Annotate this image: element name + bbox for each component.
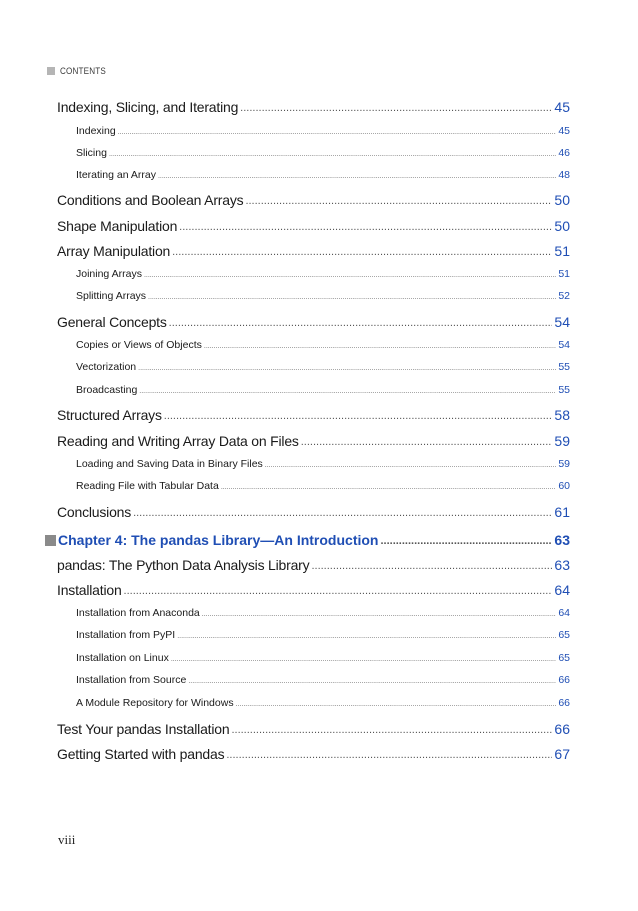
chapter-title-text: Chapter 4: The pandas Library—An Introduction — [58, 532, 379, 548]
toc-entry-page: 48 — [558, 169, 570, 181]
toc-entry-page: 50 — [554, 218, 570, 234]
toc-entry-page: 55 — [558, 361, 570, 373]
leader-dots — [118, 128, 557, 137]
toc-entry-page: 46 — [558, 147, 570, 159]
toc-entry-title: Shape Manipulation — [57, 218, 178, 234]
toc-chapter-entry[interactable] — [45, 530, 570, 548]
toc-entry-title: pandas: The Python Data Analysis Library — [57, 557, 310, 573]
toc-entry-page: 66 — [558, 697, 570, 709]
toc-entry-page: 45 — [554, 99, 570, 115]
toc-entry[interactable] — [76, 673, 570, 686]
toc-entry[interactable] — [76, 383, 570, 396]
leader-dots — [188, 677, 556, 686]
toc-entry[interactable] — [76, 338, 570, 351]
toc-entry[interactable] — [57, 241, 570, 259]
toc-entry-page: 50 — [554, 192, 570, 208]
toc-chapter-title — [45, 532, 378, 548]
toc-entry-page: 64 — [558, 607, 570, 619]
toc-entry[interactable] — [76, 479, 570, 492]
leader-dots — [202, 610, 557, 619]
toc-entry-title: Slicing — [76, 147, 107, 159]
leader-dots — [124, 584, 553, 598]
toc-entry-title: Structured Arrays — [57, 407, 162, 423]
leader-dots — [171, 655, 556, 664]
toc-entry[interactable] — [57, 216, 570, 234]
toc-entry[interactable] — [57, 431, 570, 449]
toc-entry-page: 58 — [554, 407, 570, 423]
toc-entry-page: 66 — [558, 674, 570, 686]
toc-entry[interactable] — [57, 405, 570, 423]
toc-entry[interactable] — [76, 289, 570, 302]
toc-entry[interactable] — [76, 124, 570, 137]
toc-entry-page: 51 — [558, 268, 570, 280]
chapter-square-icon — [45, 535, 56, 546]
leader-dots — [226, 748, 552, 762]
leader-dots — [158, 172, 556, 181]
leader-dots — [138, 364, 556, 373]
toc-entry-title: Conditions and Boolean Arrays — [57, 192, 244, 208]
toc-entry[interactable] — [76, 651, 570, 664]
leader-dots — [139, 387, 556, 396]
toc-entry-title: Copies or Views of Objects — [76, 339, 202, 351]
toc-entry-title: Getting Started with pandas — [57, 746, 225, 762]
toc-entry-page: 65 — [558, 629, 570, 641]
leader-dots — [204, 342, 556, 351]
toc-entry-title: Vectorization — [76, 361, 137, 373]
toc-entry[interactable] — [76, 267, 570, 280]
toc-entry-title: Installation from Source — [76, 674, 187, 686]
leader-dots — [240, 101, 552, 115]
toc-entry[interactable] — [57, 97, 570, 115]
toc-entry-page: 63 — [554, 557, 570, 573]
toc-entry-title: Joining Arrays — [76, 268, 142, 280]
leader-dots — [177, 632, 556, 641]
toc-entry-title: Installation from Anaconda — [76, 607, 200, 619]
toc-entry[interactable] — [57, 502, 570, 520]
leader-dots — [231, 723, 552, 737]
leader-dots — [169, 316, 553, 330]
leader-dots — [144, 271, 556, 280]
toc-entry-page: 66 — [554, 721, 570, 737]
leader-dots — [148, 293, 556, 302]
toc-entry[interactable] — [76, 628, 570, 641]
leader-dots — [179, 220, 552, 234]
leader-dots — [301, 435, 553, 449]
toc-entry-page: 60 — [558, 480, 570, 492]
toc-entry-page: 54 — [554, 314, 570, 330]
toc-entry[interactable] — [76, 146, 570, 159]
toc-entry-page: 64 — [554, 582, 570, 598]
toc-entry[interactable] — [76, 696, 570, 709]
leader-dots — [109, 150, 556, 159]
toc-entry-title: Array Manipulation — [57, 243, 171, 259]
toc-entry-page: 65 — [558, 652, 570, 664]
leader-dots — [221, 483, 557, 492]
toc-entry-page: 55 — [558, 384, 570, 396]
toc-entry-title: Installation on Linux — [76, 652, 169, 664]
toc-entry-page: 67 — [554, 746, 570, 762]
header-label: CONTENTS — [60, 66, 106, 76]
toc-entry[interactable] — [76, 606, 570, 619]
toc-entry[interactable] — [76, 457, 570, 470]
toc-entry-title: Installation from PyPI — [76, 629, 176, 641]
leader-dots — [172, 245, 552, 259]
running-header — [47, 66, 111, 76]
toc-entry-title: Splitting Arrays — [76, 290, 147, 302]
toc-entry[interactable] — [57, 555, 570, 573]
toc-entry[interactable] — [57, 719, 570, 737]
leader-dots — [236, 700, 557, 709]
toc-entry[interactable] — [57, 580, 570, 598]
toc-entry-page: 59 — [558, 458, 570, 470]
toc-entry-title: Loading and Saving Data in Binary Files — [76, 458, 263, 470]
toc-entry-page: 51 — [554, 243, 570, 259]
leader-dots — [265, 461, 557, 470]
leader-dots — [380, 534, 552, 548]
leader-dots — [245, 194, 552, 208]
toc-entry-title: Broadcasting — [76, 384, 138, 396]
leader-dots — [311, 559, 552, 573]
toc-entry-title: Reading and Writing Array Data on Files — [57, 433, 299, 449]
toc-entry[interactable] — [76, 168, 570, 181]
page-number: viii — [58, 832, 76, 847]
toc-entry[interactable] — [76, 360, 570, 373]
toc-entry-page: 54 — [558, 339, 570, 351]
leader-dots — [164, 409, 553, 423]
toc-entry[interactable] — [57, 744, 570, 762]
toc-entry[interactable] — [57, 190, 570, 208]
toc-entry[interactable] — [57, 312, 570, 330]
toc-entry-page: 63 — [554, 532, 570, 548]
toc-entry-title: Reading File with Tabular Data — [76, 480, 219, 492]
toc-entry-page: 59 — [554, 433, 570, 449]
toc-entry-page: 61 — [554, 504, 570, 520]
header-square-icon — [47, 67, 55, 75]
toc-entry-title: Indexing, Slicing, and Iterating — [57, 99, 239, 115]
toc-entry-title: Conclusions — [57, 504, 132, 520]
toc-entry-title: General Concepts — [57, 314, 167, 330]
toc-entry-title: Test Your pandas Installation — [57, 721, 230, 737]
toc-entry-title: Indexing — [76, 125, 116, 137]
toc-entry-title: A Module Repository for Windows — [76, 697, 234, 709]
toc-entry-title: Installation — [57, 582, 122, 598]
toc-entry-page: 52 — [558, 290, 570, 302]
toc-entry-title: Iterating an Array — [76, 169, 156, 181]
leader-dots — [133, 506, 552, 520]
toc-entry-page: 45 — [558, 125, 570, 137]
